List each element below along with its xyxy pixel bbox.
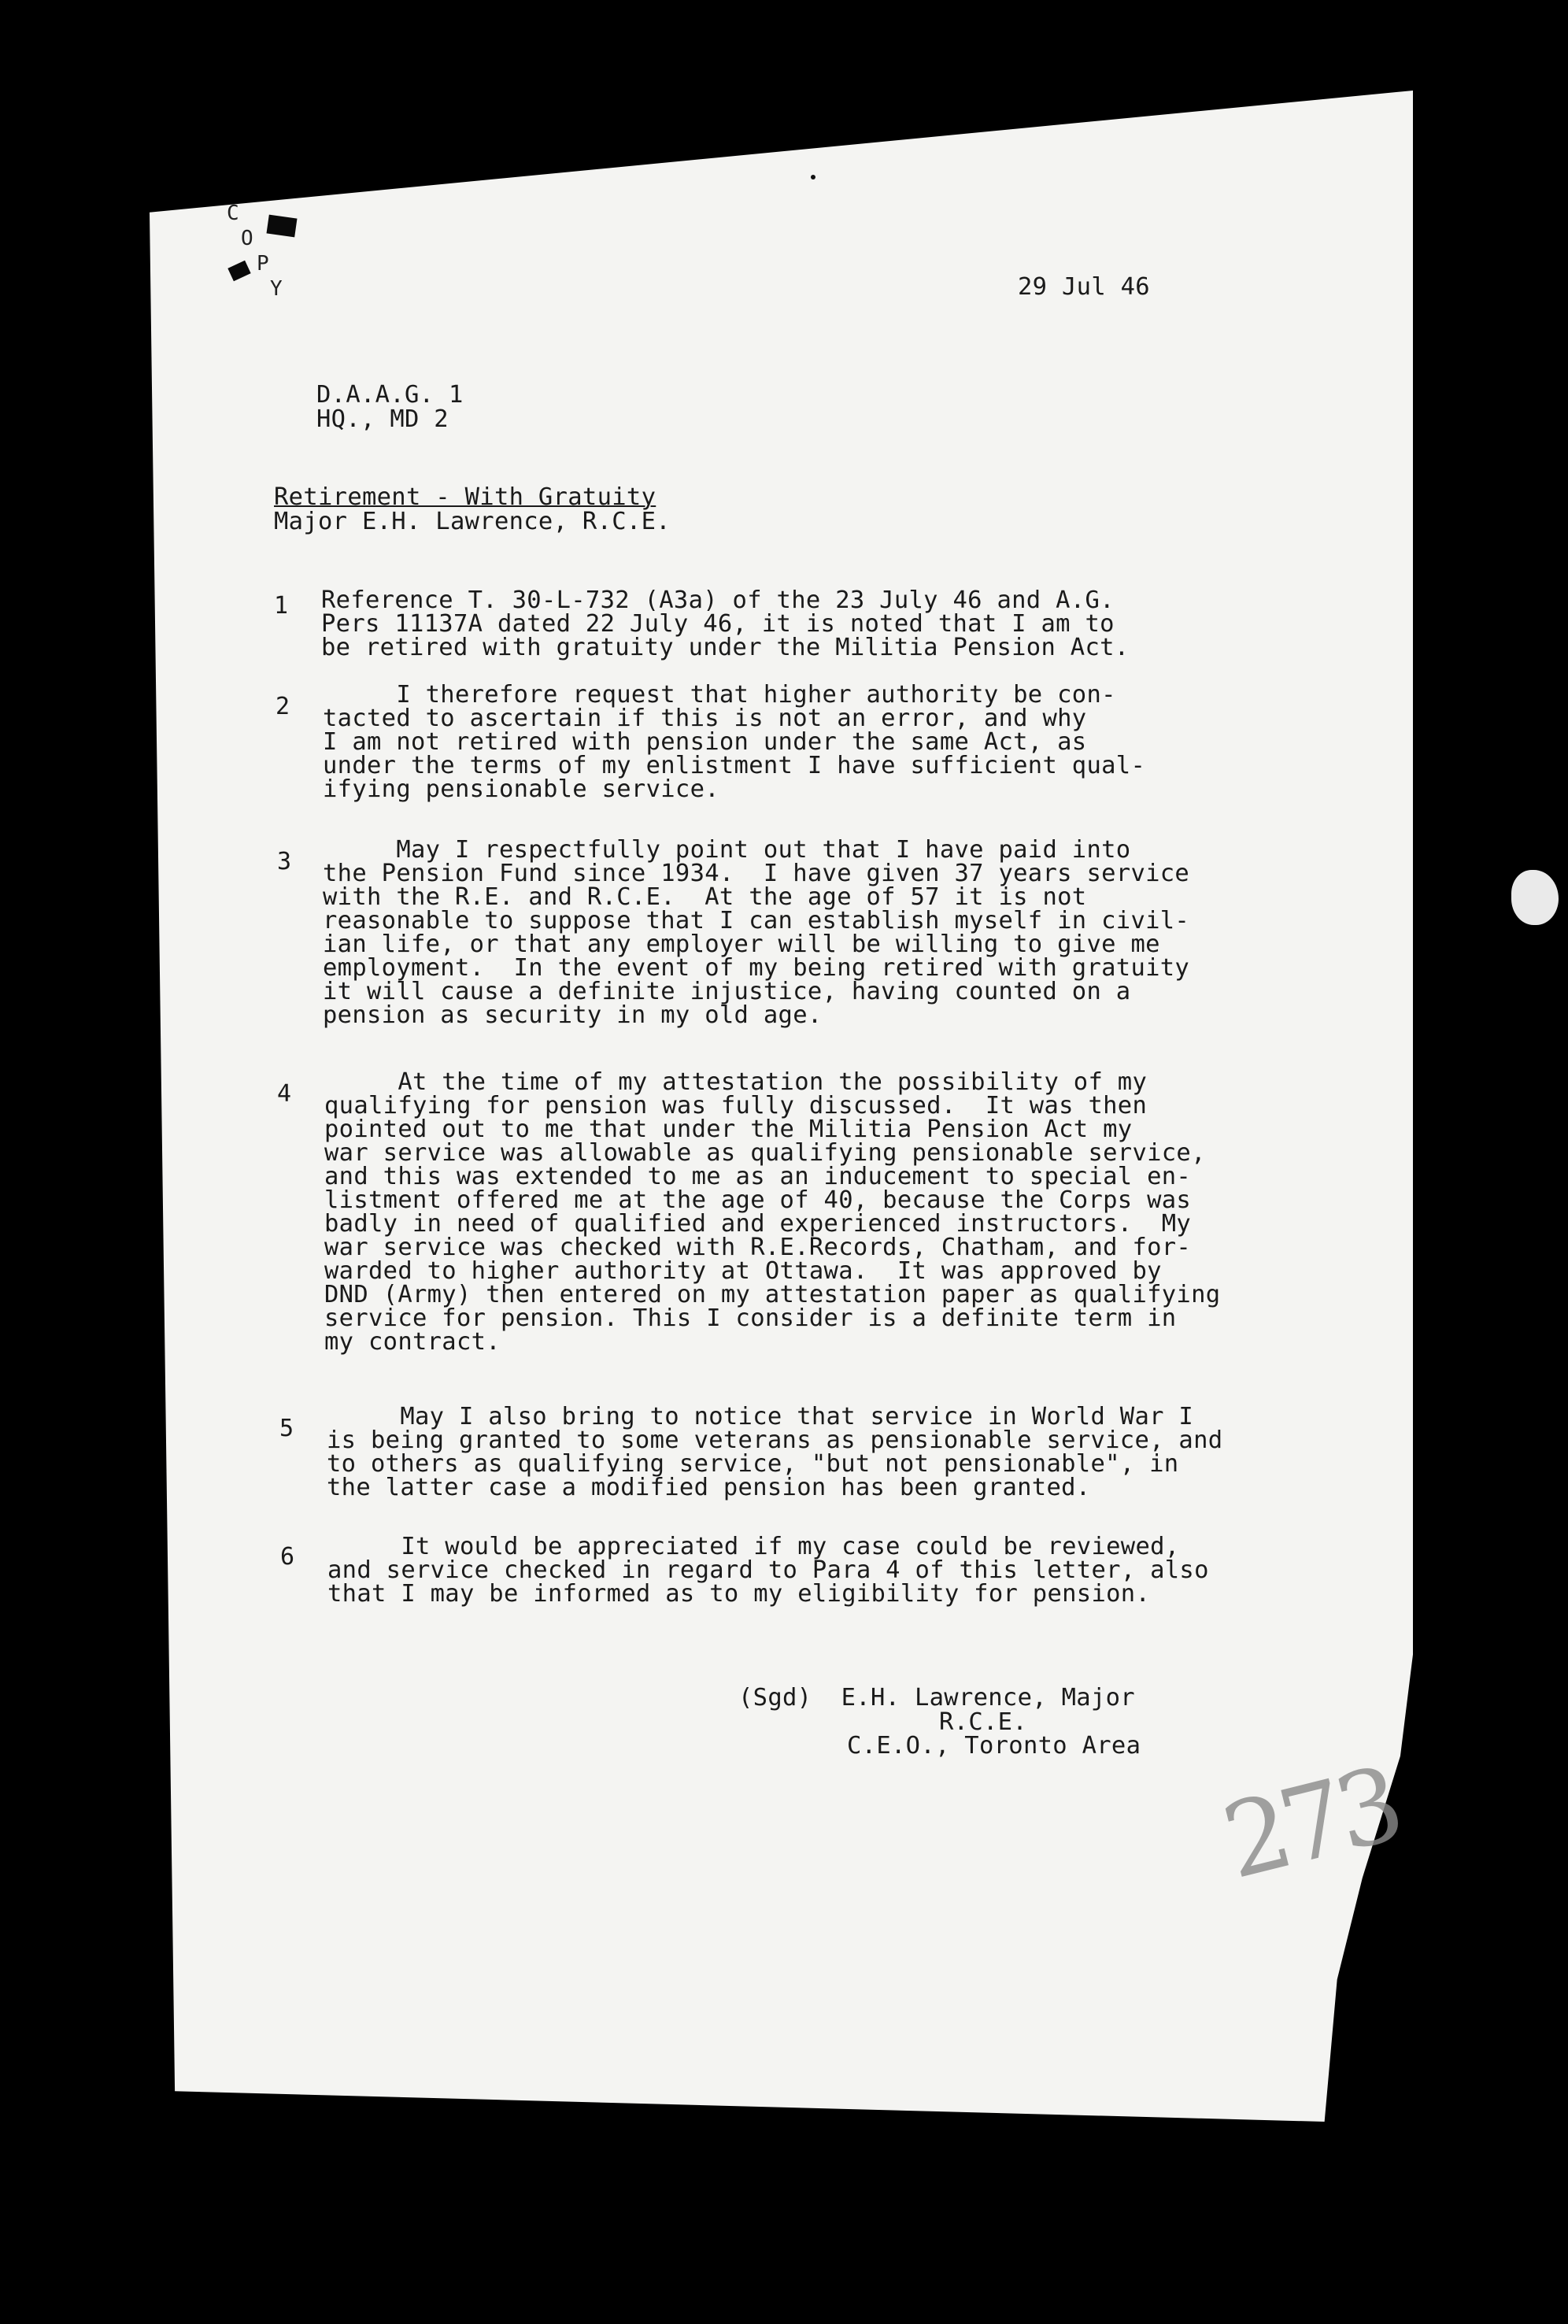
- paragraph-line: DND (Army) then entered on my attestation paper as qualifying: [324, 1281, 1221, 1308]
- paragraph-number: 1: [274, 592, 289, 620]
- signature-line: (Sgd) E.H. Lawrence, Major: [738, 1684, 1135, 1712]
- paragraph-line: the Pension Fund since 1934. I have given 37 years service: [323, 860, 1190, 887]
- handwritten-note: 273: [1211, 1744, 1408, 1903]
- addressee-line: D.A.A.G. 1: [316, 381, 464, 409]
- paragraph-line: with the R.E. and R.C.E. At the age of 57 it is not: [323, 883, 1087, 911]
- paragraph-line: Pers 11137A dated 22 July 46, it is noted that I am to: [321, 610, 1115, 638]
- paragraph-line: war service was checked with R.E.Records, Chatham, and for-: [324, 1234, 1192, 1261]
- paragraph-line: reasonable to suppose that I can establish myself in civil-: [323, 907, 1190, 934]
- paragraph-number: 4: [277, 1080, 292, 1108]
- addressee-line: HQ., MD 2: [316, 405, 449, 433]
- paragraph-number: 3: [277, 848, 292, 875]
- paragraph-line: it will cause a definite injustice, having counted on a: [323, 978, 1131, 1005]
- paragraph-line: ian life, or that any employer will be willing to give me: [323, 931, 1160, 958]
- paragraph-line: Reference T. 30-L-732 (A3a) of the 23 July 46 and A.G.: [321, 587, 1115, 614]
- signature-appointment: C.E.O., Toronto Area: [847, 1732, 1141, 1760]
- ink-speck: [811, 175, 815, 179]
- paragraph-line: ifying pensionable service.: [323, 775, 719, 803]
- letter-date: 29 Jul 46: [1018, 273, 1150, 301]
- paragraph-line: May I respectfully point out that I have paid into: [323, 836, 1131, 864]
- paragraph-line: employment. In the event of my being retired with gratuity: [323, 954, 1190, 982]
- paragraph-line: under the terms of my enlistment I have sufficient qual-: [323, 752, 1146, 779]
- paragraph-number: 2: [276, 693, 290, 720]
- subject-name: Major E.H. Lawrence, R.C.E.: [274, 508, 671, 535]
- paragraph-line: warded to higher authority at Ottawa. It was approved by: [324, 1257, 1162, 1285]
- paragraph-line: that I may be informed as to my eligibility for pension.: [327, 1580, 1151, 1608]
- paragraph-line: and service checked in regard to Para 4 of this letter, also: [327, 1556, 1209, 1584]
- paragraph-line: qualifying for pension was fully discussed. It was then: [324, 1092, 1148, 1119]
- copy-stamp-letter: Y: [270, 277, 283, 301]
- paragraph-line: service for pension. This I consider is a definite term in: [324, 1304, 1177, 1332]
- paragraph-line: I therefore request that higher authority be con-: [323, 681, 1116, 709]
- paragraph-line: and this was extended to me as an inducement to special en-: [324, 1163, 1192, 1190]
- paragraph-line: pension as security in my old age.: [323, 1001, 823, 1029]
- paragraph-line: tacted to ascertain if this is not an error, and why: [323, 705, 1087, 732]
- signature-rank: R.C.E.: [939, 1708, 1027, 1736]
- scan-artifact: [1511, 870, 1559, 925]
- paragraph-line: At the time of my attestation the possibility of my: [324, 1068, 1148, 1096]
- paragraph-line: listment offered me at the age of 40, because the Corps was: [324, 1186, 1192, 1214]
- paragraph-number: 5: [279, 1415, 294, 1442]
- copy-stamp-letter: O: [241, 227, 253, 250]
- paragraph-line: badly in need of qualified and experienced instructors. My: [324, 1210, 1192, 1238]
- paragraph-line: war service was allowable as qualifying pensionable service,: [324, 1139, 1206, 1167]
- paragraph-number: 6: [280, 1543, 295, 1571]
- paragraph-line: pointed out to me that under the Militia Pension Act my: [324, 1116, 1133, 1143]
- paragraph-line: I am not retired with pension under the same Act, as: [323, 728, 1087, 756]
- paragraph-line: to others as qualifying service, "but not pensionable", in: [327, 1450, 1179, 1478]
- paragraph-line: my contract.: [324, 1328, 501, 1356]
- copy-stamp-letter: C: [227, 202, 239, 225]
- paragraph-line: is being granted to some veterans as pensionable service, and: [327, 1427, 1223, 1454]
- ink-mark: [267, 215, 298, 238]
- paragraph-line: May I also bring to notice that service in World War I: [327, 1403, 1194, 1430]
- subject-title: Retirement - With Gratuity: [274, 483, 656, 511]
- paragraph-line: be retired with gratuity under the Militia Pension Act.: [321, 634, 1130, 661]
- paragraph-line: It would be appreciated if my case could be reviewed,: [327, 1533, 1180, 1560]
- copy-stamp-letter: P: [257, 252, 269, 276]
- paragraph-line: the latter case a modified pension has been granted.: [327, 1474, 1091, 1501]
